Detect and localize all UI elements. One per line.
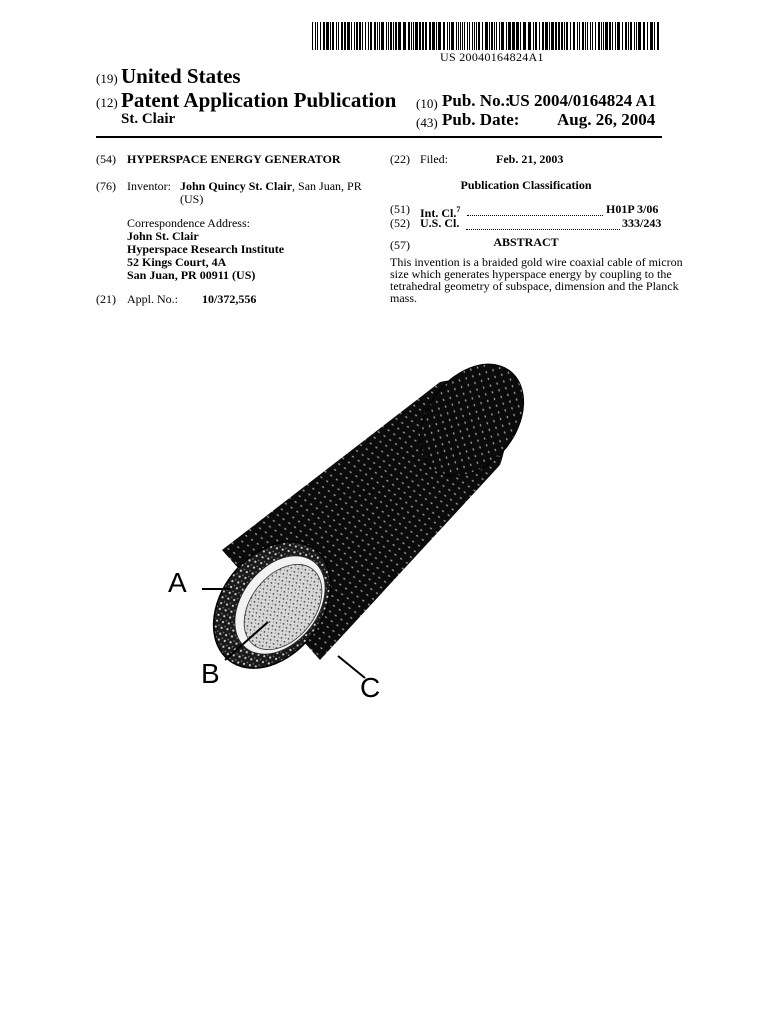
barcode-bar bbox=[338, 22, 339, 50]
barcode-bar bbox=[447, 22, 448, 50]
barcode-bar bbox=[558, 22, 560, 50]
barcode-bar bbox=[615, 22, 616, 50]
barcode-bar bbox=[451, 22, 454, 50]
filed-date: Feb. 21, 2003 bbox=[496, 152, 564, 166]
barcode-bar bbox=[403, 22, 406, 50]
barcode-bar bbox=[365, 22, 366, 50]
barcode-bar bbox=[612, 22, 613, 50]
barcode-bar bbox=[535, 22, 537, 50]
correspondence-line-1: John St. Clair bbox=[127, 229, 199, 243]
barcode-bar bbox=[590, 22, 591, 50]
barcode-bar bbox=[469, 22, 470, 50]
correspondence-label: Correspondence Address: bbox=[127, 216, 250, 230]
title-code: (54) bbox=[96, 152, 116, 166]
barcode-bar bbox=[347, 22, 350, 50]
barcode-bar bbox=[523, 22, 526, 50]
correspondence-line-3: 52 Kings Court, 4A bbox=[127, 255, 227, 269]
inventor-line bbox=[180, 180, 362, 193]
barcode-bar bbox=[605, 22, 608, 50]
barcode-bar bbox=[476, 22, 477, 50]
barcode-bar bbox=[415, 22, 418, 50]
pubdate-code: (43) bbox=[416, 115, 438, 130]
barcode-bar bbox=[609, 22, 611, 50]
barcode-bar bbox=[520, 22, 521, 50]
barcode-bar bbox=[542, 22, 544, 50]
barcode-bar bbox=[573, 22, 575, 50]
correspondence-line-4: San Juan, PR 00911 (US) bbox=[127, 268, 256, 282]
barcode-bar bbox=[585, 22, 586, 50]
barcode-bar bbox=[336, 22, 337, 50]
barcode-bar bbox=[462, 22, 463, 50]
barcode-bar bbox=[647, 22, 648, 50]
barcode-bar bbox=[528, 22, 531, 50]
barcode-bar bbox=[506, 22, 507, 50]
intcl-code: (51) bbox=[390, 202, 410, 216]
pubno-value: US 2004/0164824 A1 bbox=[508, 91, 657, 110]
inventor-code: (76) bbox=[96, 179, 116, 193]
barcode-bar bbox=[393, 22, 394, 50]
label-a: A bbox=[168, 567, 187, 598]
barcode-bar bbox=[622, 22, 623, 50]
barcode-bar bbox=[370, 22, 372, 50]
barcode-bar bbox=[390, 22, 392, 50]
pubtype-code: (12) bbox=[96, 95, 118, 110]
barcode-bar bbox=[501, 22, 504, 50]
barcode-graphic bbox=[312, 22, 662, 50]
barcode-bar bbox=[603, 22, 604, 50]
barcode-bar bbox=[323, 22, 325, 50]
intcl-label-text: Int. Cl. bbox=[420, 206, 457, 220]
barcode-bar bbox=[436, 22, 437, 50]
barcode-bar bbox=[570, 22, 571, 50]
barcode-bar bbox=[438, 22, 441, 50]
barcode-bar bbox=[411, 22, 412, 50]
abstract-line-1: This invention is a braided gold wire coaxial cable of micron bbox=[390, 255, 683, 269]
barcode-bar bbox=[577, 22, 578, 50]
classification-heading: Publication Classification bbox=[460, 178, 592, 192]
pubno-label: Pub. No.: bbox=[442, 91, 511, 110]
barcode-bar bbox=[386, 22, 387, 50]
barcode-bar bbox=[598, 22, 600, 50]
barcode-bar bbox=[464, 22, 465, 50]
barcode-bar bbox=[388, 22, 389, 50]
barcode-bar bbox=[634, 22, 635, 50]
barcode-bar bbox=[516, 22, 519, 50]
publication-type: Patent Application Publication bbox=[121, 88, 397, 112]
pubno-code: (10) bbox=[416, 96, 438, 111]
appl-code: (21) bbox=[96, 292, 116, 306]
barcode-bar bbox=[499, 22, 500, 50]
barcode-bar bbox=[312, 22, 313, 50]
barcode-bar bbox=[398, 22, 401, 50]
barcode-bar bbox=[512, 22, 515, 50]
barcode-bar bbox=[478, 22, 480, 50]
abstract-line-4: mass. bbox=[390, 291, 417, 305]
appl-number: 10/372,556 bbox=[202, 292, 257, 306]
uscl-value: 333/243 bbox=[622, 216, 662, 230]
barcode-bar bbox=[408, 22, 410, 50]
inventor-country: (US) bbox=[180, 192, 204, 206]
barcode-bar bbox=[625, 22, 627, 50]
barcode-bar bbox=[582, 22, 584, 50]
invention-title: HYPERSPACE ENERGY GENERATOR bbox=[127, 152, 341, 166]
pubdate-value: Aug. 26, 2004 bbox=[557, 110, 656, 129]
barcode-bar bbox=[315, 22, 316, 50]
barcode-bar bbox=[657, 22, 659, 50]
barcode-bar bbox=[332, 22, 334, 50]
barcode-bar bbox=[630, 22, 632, 50]
filed-code: (22) bbox=[390, 152, 410, 166]
correspondence-line-2: Hyperspace Research Institute bbox=[127, 242, 285, 256]
barcode-bar bbox=[551, 22, 554, 50]
barcode-bar bbox=[344, 22, 346, 50]
inventor-label: Inventor: bbox=[127, 179, 171, 193]
barcode-bar bbox=[449, 22, 450, 50]
barcode-bar bbox=[555, 22, 557, 50]
barcode-bar bbox=[467, 22, 468, 50]
abstract-heading: ABSTRACT bbox=[493, 235, 559, 249]
barcode-bar bbox=[592, 22, 593, 50]
barcode-bar bbox=[496, 22, 497, 50]
barcode-bar bbox=[351, 22, 352, 50]
barcode-bar bbox=[330, 22, 331, 50]
barcode-bar bbox=[460, 22, 461, 50]
barcode-bar bbox=[628, 22, 629, 50]
barcode-bar bbox=[354, 22, 355, 50]
barcode-bar bbox=[359, 22, 361, 50]
inventor-name: John Quincy St. Clair bbox=[180, 179, 293, 193]
barcode-bar bbox=[413, 22, 414, 50]
barcode-bar bbox=[356, 22, 358, 50]
uscl-label: U.S. Cl. bbox=[420, 216, 460, 230]
barcode-bar bbox=[539, 22, 540, 50]
barcode-bar bbox=[579, 22, 580, 50]
barcode-bar bbox=[425, 22, 427, 50]
barcode-bar bbox=[617, 22, 620, 50]
barcode-bar bbox=[362, 22, 363, 50]
barcode-bar bbox=[545, 22, 548, 50]
inventor-surname: St. Clair bbox=[121, 111, 176, 127]
label-b: B bbox=[201, 658, 220, 689]
barcode-bar bbox=[456, 22, 457, 50]
barcode-bar bbox=[326, 22, 329, 50]
barcode-bar bbox=[395, 22, 397, 50]
barcode-bar bbox=[650, 22, 653, 50]
barcode-bar bbox=[374, 22, 376, 50]
appl-label: Appl. No.: bbox=[127, 292, 178, 306]
barcode-bar bbox=[494, 22, 495, 50]
barcode-bar bbox=[377, 22, 378, 50]
barcode-bar bbox=[474, 22, 475, 50]
barcode-bar bbox=[643, 22, 645, 50]
barcode-bar bbox=[432, 22, 435, 50]
barcode-bar bbox=[320, 22, 321, 50]
label-c: C bbox=[360, 672, 381, 703]
barcode-bar bbox=[482, 22, 483, 50]
header-rule bbox=[96, 136, 662, 138]
abstract-code: (57) bbox=[390, 238, 410, 252]
filed-label: Filed: bbox=[420, 152, 449, 166]
uscl-code: (52) bbox=[390, 216, 410, 230]
barcode-number: US 20040164824A1 bbox=[440, 50, 544, 64]
barcode-bar bbox=[368, 22, 369, 50]
intcl-superscript: 7 bbox=[456, 205, 461, 214]
barcode-bar bbox=[654, 22, 655, 50]
barcode-bar bbox=[564, 22, 565, 50]
barcode-bar bbox=[485, 22, 488, 50]
country-code: (19) bbox=[96, 71, 118, 86]
barcode-bar bbox=[638, 22, 641, 50]
barcode-bar bbox=[491, 22, 493, 50]
barcode-bar bbox=[587, 22, 588, 50]
barcode-bar bbox=[508, 22, 511, 50]
intcl-value: H01P 3/06 bbox=[606, 202, 659, 216]
barcode-bar bbox=[566, 22, 568, 50]
barcode-bar bbox=[419, 22, 421, 50]
country-name: United States bbox=[121, 64, 241, 88]
barcode-bar bbox=[429, 22, 431, 50]
barcode-bar bbox=[489, 22, 490, 50]
pubdate-label: Pub. Date: bbox=[442, 110, 520, 129]
barcode-bar bbox=[443, 22, 445, 50]
barcode-bar bbox=[317, 22, 318, 50]
barcode-bar bbox=[381, 22, 384, 50]
barcode-bar bbox=[458, 22, 459, 50]
barcode-bar bbox=[549, 22, 550, 50]
barcode-bar bbox=[472, 22, 473, 50]
abstract-line-3: tetrahedral geometry of subspace, dimension and the Planck bbox=[390, 279, 679, 293]
barcode-bar bbox=[595, 22, 596, 50]
barcode-bar bbox=[561, 22, 563, 50]
abstract-line-2: size which generates hyperspace energy by coupling to the bbox=[390, 267, 672, 281]
barcode-bar bbox=[636, 22, 637, 50]
barcode bbox=[312, 22, 662, 50]
barcode-bar bbox=[379, 22, 380, 50]
barcode-bar bbox=[341, 22, 343, 50]
inventor-location: , San Juan, PR bbox=[292, 179, 362, 193]
barcode-bar bbox=[601, 22, 602, 50]
barcode-bar bbox=[422, 22, 424, 50]
barcode-bar bbox=[533, 22, 534, 50]
